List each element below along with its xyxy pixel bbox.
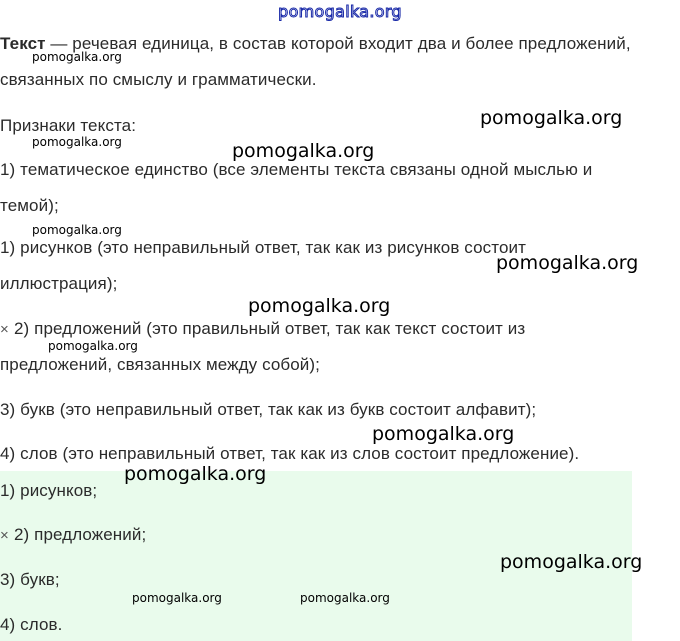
option-explanation-text: 2) предложений (это правильный ответ, так как текст состоит из bbox=[14, 319, 526, 338]
option-explanation-correct bbox=[0, 319, 525, 339]
cross-mark-icon: × bbox=[0, 527, 9, 544]
definition-term: Текст bbox=[0, 34, 46, 53]
answer-option-text: 2) предложений; bbox=[14, 525, 147, 544]
watermark: pomogalka.org bbox=[124, 463, 267, 485]
site-watermark-top: pomogalka.org bbox=[278, 2, 402, 21]
feature-item: 1) тематическое единство (все элементы текста связаны одной мыслью и bbox=[0, 160, 593, 179]
watermark: pomogalka.org bbox=[232, 140, 375, 162]
answer-option: 4) слов. bbox=[0, 615, 63, 634]
option-explanation: иллюстрация); bbox=[0, 274, 118, 293]
definition-text: — речевая единица, в состав которой входит два и более предложений, bbox=[45, 34, 631, 53]
cross-mark-icon: × bbox=[0, 321, 9, 338]
option-explanation: 1) рисунков (это неправильный ответ, так как из рисунков состоит bbox=[0, 238, 526, 257]
answer-option-correct bbox=[0, 525, 146, 545]
answer-option: 1) рисунков; bbox=[0, 481, 98, 500]
watermark: pomogalka.org bbox=[32, 135, 122, 149]
watermark: pomogalka.org bbox=[32, 50, 122, 64]
watermark: pomogalka.org bbox=[496, 252, 639, 274]
option-explanation: предложений, связанных между собой); bbox=[0, 355, 320, 374]
option-explanation: 4) слов (это неправильный ответ, так как из слов состоит предложение). bbox=[0, 444, 580, 463]
definition-line-2: связанных по смыслу и грамматически. bbox=[0, 70, 317, 89]
features-heading: Признаки текста: bbox=[0, 116, 137, 135]
watermark: pomogalka.org bbox=[300, 591, 390, 605]
answer-option: 3) букв; bbox=[0, 570, 60, 589]
watermark: pomogalka.org bbox=[132, 591, 222, 605]
watermark: pomogalka.org bbox=[500, 551, 643, 573]
watermark: pomogalka.org bbox=[48, 339, 138, 353]
watermark: pomogalka.org bbox=[480, 107, 623, 129]
watermark: pomogalka.org bbox=[32, 223, 122, 237]
feature-item: темой); bbox=[0, 196, 59, 215]
watermark: pomogalka.org bbox=[372, 423, 515, 445]
option-explanation: 3) букв (это неправильный ответ, так как из букв состоит алфавит); bbox=[0, 400, 537, 419]
watermark: pomogalka.org bbox=[248, 295, 391, 317]
